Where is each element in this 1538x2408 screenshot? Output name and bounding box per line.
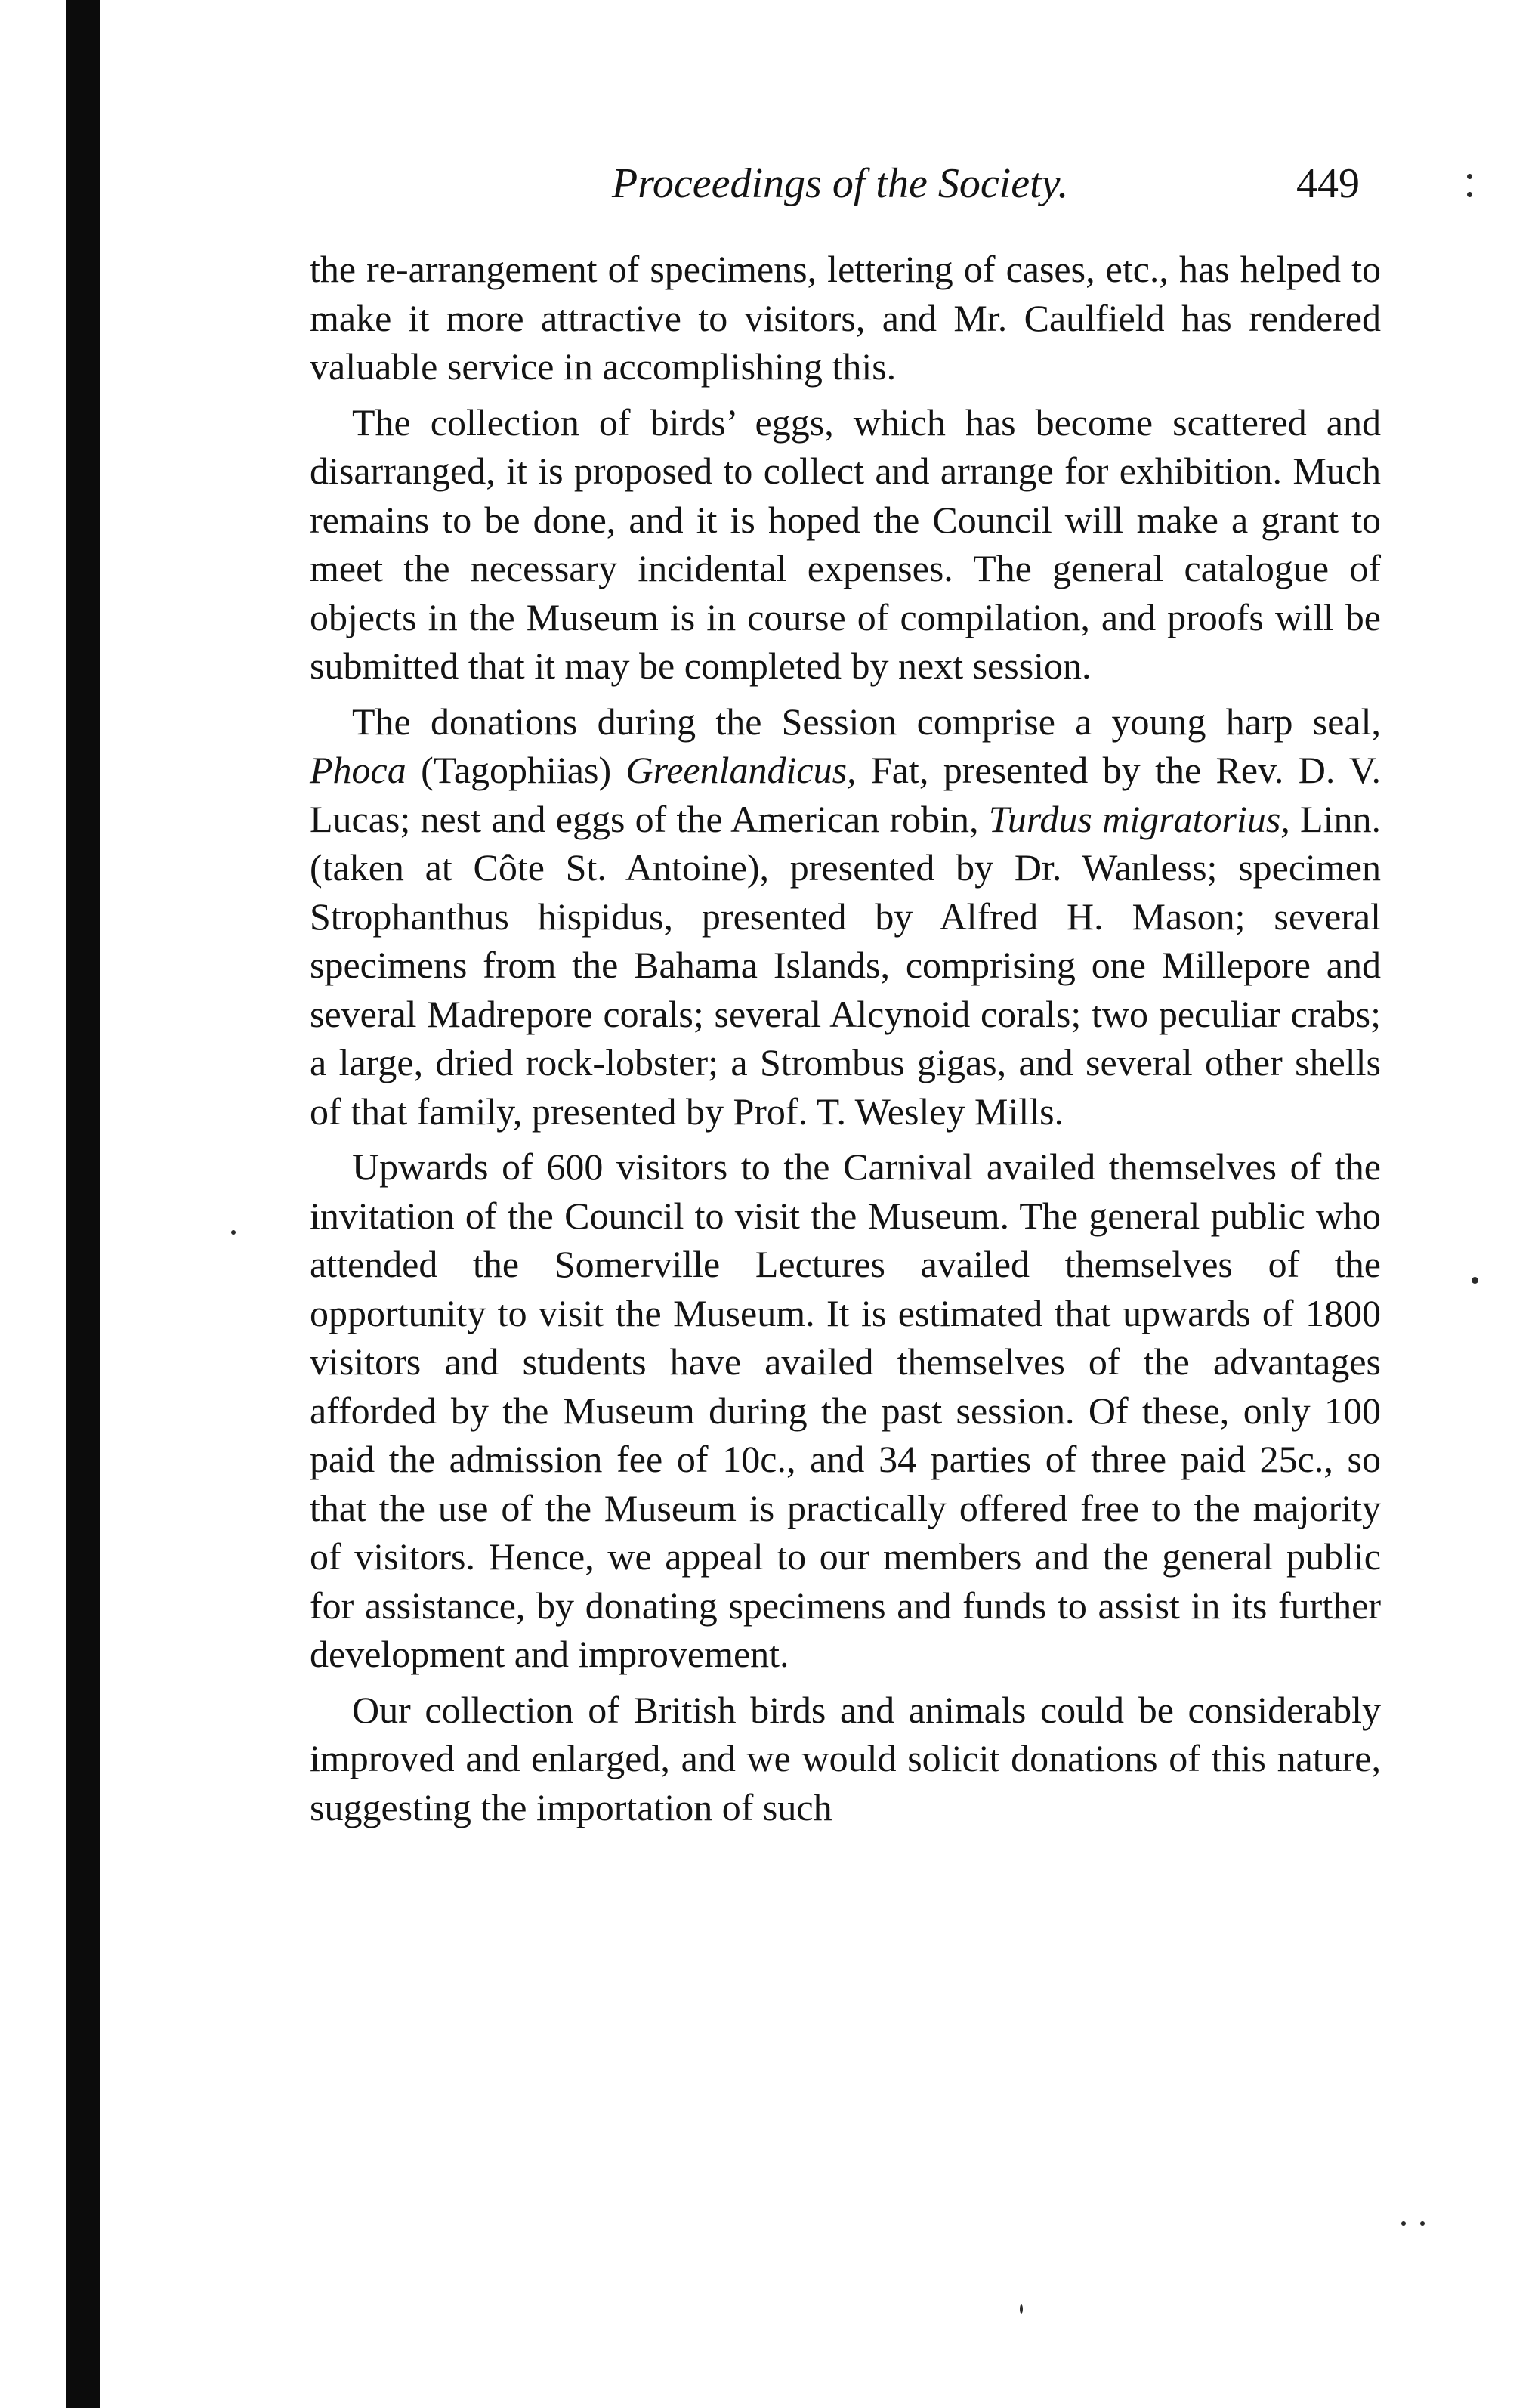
species-name-italic: Turdus migratorius, bbox=[988, 797, 1290, 840]
text-run: The donations during the Session comprise a young harp seal, bbox=[352, 700, 1381, 743]
text-run: Our collection of British birds and animals could be considerably improved and enlarged, and we would solicit donations of this nature, suggesting the importation of such bbox=[310, 1688, 1381, 1828]
species-name-italic: Phoca bbox=[310, 749, 406, 791]
text-run: (Tagophiias) bbox=[406, 749, 626, 791]
scan-speck bbox=[1020, 2304, 1023, 2314]
paragraph-british-birds bbox=[310, 1686, 1381, 1832]
body-text bbox=[310, 245, 1381, 1838]
text-run: Linn. (taken at Côte St. Antoine), presented by Dr. Wanless; specimen Strophanthus hispidus, presented by Alfred H. Mason; several specimens from the Bahama Islands, comprising one Millepore and several Madrepore corals; several Alcynoid corals; two peculiar crabs; a large, dried rock-lobster; a Strombus gigas, and several other shells of that family, presented by Prof. T. Wesley Mills. bbox=[310, 797, 1381, 1133]
species-name-italic: Greenlandicus, bbox=[625, 749, 857, 791]
running-title: Proceedings of the Society. bbox=[612, 160, 1069, 207]
scan-speck bbox=[1467, 192, 1472, 197]
text-run: the re-arrangement of specimens, lettering of cases, etc., has helped to make it more attractive to visitors, and Mr. Caulfield has rendered valuable service in accomplishing this. bbox=[310, 248, 1381, 388]
text-run: Upwards of 600 visitors to the Carnival availed themselves of the invitation of the Council to visit the Museum. The general public who attended the Somerville Lectures availed themselves of the opportunity to visit the Museum. It is estimated that upwards of 1800 visitors and students have availed themselves of the advantages afforded by the Museum during the past session. Of these, only 100 paid the admission fee of 10c., and 34 parties of three paid 25c., so that the use of the Museum is practically offered free to the majority of visitors. Hence, we appeal to our members and the general public for assistance, by donating specimens and funds to assist in its further development and improvement. bbox=[310, 1145, 1381, 1675]
binding-shadow bbox=[66, 0, 100, 2408]
page-number: 449 bbox=[1296, 160, 1360, 207]
scan-speck bbox=[1401, 2221, 1406, 2226]
text-run: Fat, presented by the Rev. D. V. Lucas; nest and eggs of the American robin, bbox=[310, 749, 1381, 840]
scan-speck bbox=[231, 1230, 236, 1235]
scan-speck bbox=[1472, 1277, 1478, 1284]
paragraph-visitors bbox=[310, 1142, 1381, 1679]
paragraph-museum-rearrangement bbox=[310, 245, 1381, 391]
paragraph-birds-eggs bbox=[310, 398, 1381, 691]
scan-speck bbox=[1467, 174, 1472, 179]
scan-speck bbox=[1420, 2221, 1425, 2226]
page-header bbox=[310, 157, 1381, 210]
text-run: The collection of birds’ eggs, which has become scattered and disarranged, it is proposed to collect and arrange for exhibition. Much remains to be done, and it is hoped the Council will make a grant to meet the necessary incidental expenses. The general catalogue of objects in the Museum is in course of compilation, and proofs will be submitted that it may be completed by next session. bbox=[310, 400, 1381, 687]
paragraph-donations bbox=[310, 697, 1381, 1136]
